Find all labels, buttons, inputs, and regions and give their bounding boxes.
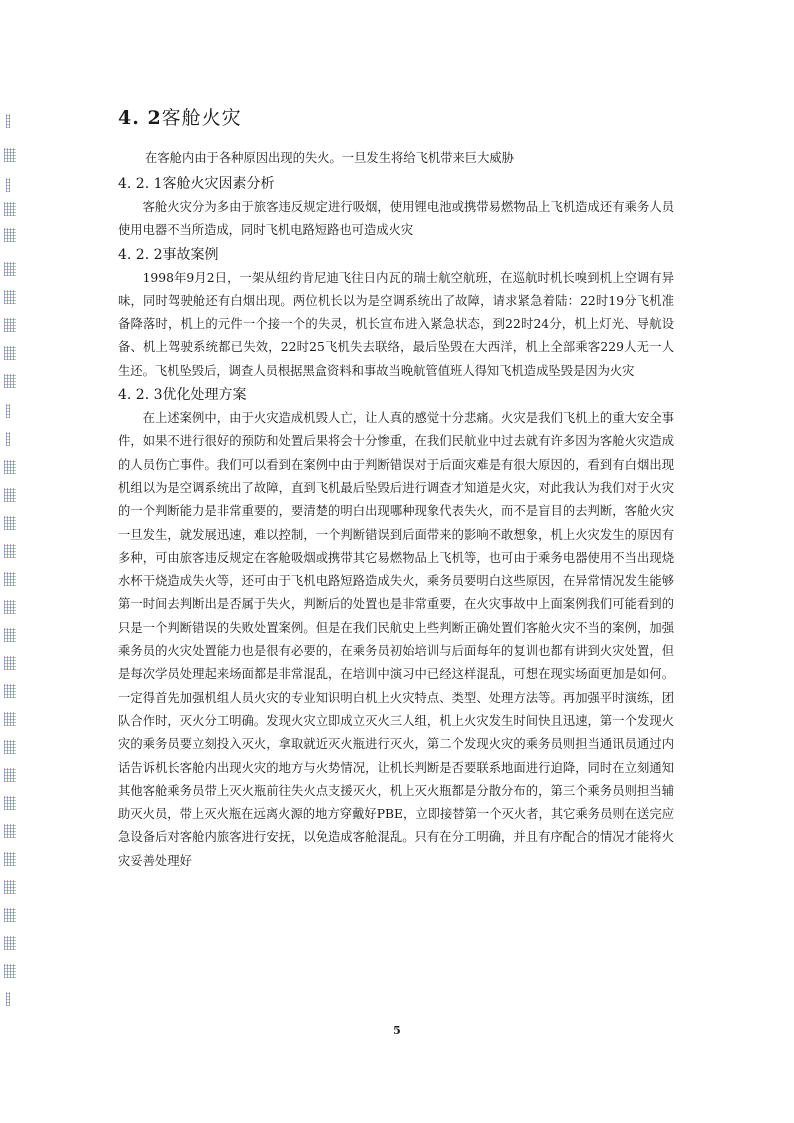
section-intro: 在客舱内由于各种原因出现的失火。一旦发生将给飞机带来巨大威胁 (145, 151, 514, 165)
paragraph-cause-analysis: 客舱火灾分为多由于旅客违反规定进行吸烟，使用锂电池或携带易燃物品上飞机造成还有乘务人员使用电器不当所造成，同时飞机电路短路也可造成火灾 (118, 200, 674, 238)
subsection-heading-accident-case: 4. 2. 2事故案例 (118, 246, 219, 263)
subsection-heading-optimized-plan: 4. 2. 3优化处理方案 (118, 387, 247, 404)
section-title-text: 客舱火灾 (161, 107, 242, 129)
section-number: 4. 2 (118, 107, 162, 129)
paragraph-optimized-plan: 在上述案例中，由于火灾造成机毁人亡，让人真的感觉十分悲痛。火灾是我们飞机上的重大安全事件，如果不进行很好的预防和处置后果将会十分惨重，在我们民航业中过去就有许多因为客舱火灾造成的人员伤亡事件。我们可以看到在案例中由于判断错误对于后面灾难是有很大原因的，看到有白烟出现机组以为是空调系统出了故障，直到飞机最后坠毁后进行调查才知道是火灾，对此我认为我们对于火灾的一个判断能力是非常重要的，要清楚的明白出现哪种现象代表失火，而不是盲目的去判断，客舱火灾一旦发生，就发展迅速，难以控制，一个判断错误到后面带来的影响不敢想象，机上火灾发生的原因有多种，可由旅客违反规定在客舱吸烟或携带其它易燃物品上飞机等，也可由于乘务电器使用不当出现烧水杯干烧造成失火等，还可由于飞机电路短路造成失火，乘务员要明白这些原因，在异常情况发生能够第一时间去判断出是否属于失火，判断后的处置也是非常重要，在火灾事故中上面案例我们可能看到的只是一个判断错误的失败处置案例。但是在我们民航史上些判断正确处置们客舱火灾不当的案例，加强乘务员的火灾处置能力也是很有必要的，在乘务员初始培训与后面每年的复训也都有讲到火灾处置，但是每次学员处理起来场面都是非常混乱，在培训中演习中已经这样混乱，可想在现实场面更加是如何。一定得首先加强机组人员火灾的专业知识明白机上火灾特点、类型、处理方法等。再加强平时演练，团队合作时，灭火分工明确。发现火灾立即成立灭火三人组，机上火灾发生时间快且迅速，第一个发现火灾的乘务员要立刻投入灭火，拿取就近灭火瓶进行灭火，第二个发现火灾的乘务员则担当通讯员通过内话告诉机长客舱内出现火灾的地方与火势情况，让机长判断是否要联系地面进行迫降，同时在立刻通知其他客舱乘务员带上灭火瓶前往失火点支援灭火，机上灭火瓶都是分散分布的，第三个乘务员则担当辅助灭火员，带上灭火瓶在远离火源的地方穿戴好PBE，立即接替第一个灭火者，其它乘务员则在送完应急设备后对客舱内旅客进行安抚，以免造成客舱混乱。只有在分工明确，并且有序配合的情况才能将火灾妥善处理好 (118, 411, 674, 868)
paragraph-accident-case: 1998年9月2日，一架从纽约肯尼迪飞往日内瓦的瑞士航空航班，在巡航时机长嗅到机上空调有异味，同时驾驶舱还有白烟出现。两位机长以为是空调系统出了故障，请求紧急着陆：22时19分飞机准备降落时，机上的元件一个接一个的失灵，机长宣布进入紧急状态，到22时24分，机上灯光、导航设备、机上驾驶系统都已失效，22时25飞机失去联络，最后坠毁在大西洋，机上全部乘客229人无一人生还。飞机坠毁后，调查人员根据黑盒资料和事故当晚航管值班人得知飞机造成坠毁是因为火灾 (118, 270, 674, 378)
document-body (118, 104, 674, 873)
subsection-heading-cause-analysis: 4. 2. 1客舱火灾因素分析 (118, 176, 275, 192)
section-title (118, 104, 674, 132)
left-margin-artifacts (0, 112, 22, 1012)
page-number: 5 (393, 1024, 401, 1037)
